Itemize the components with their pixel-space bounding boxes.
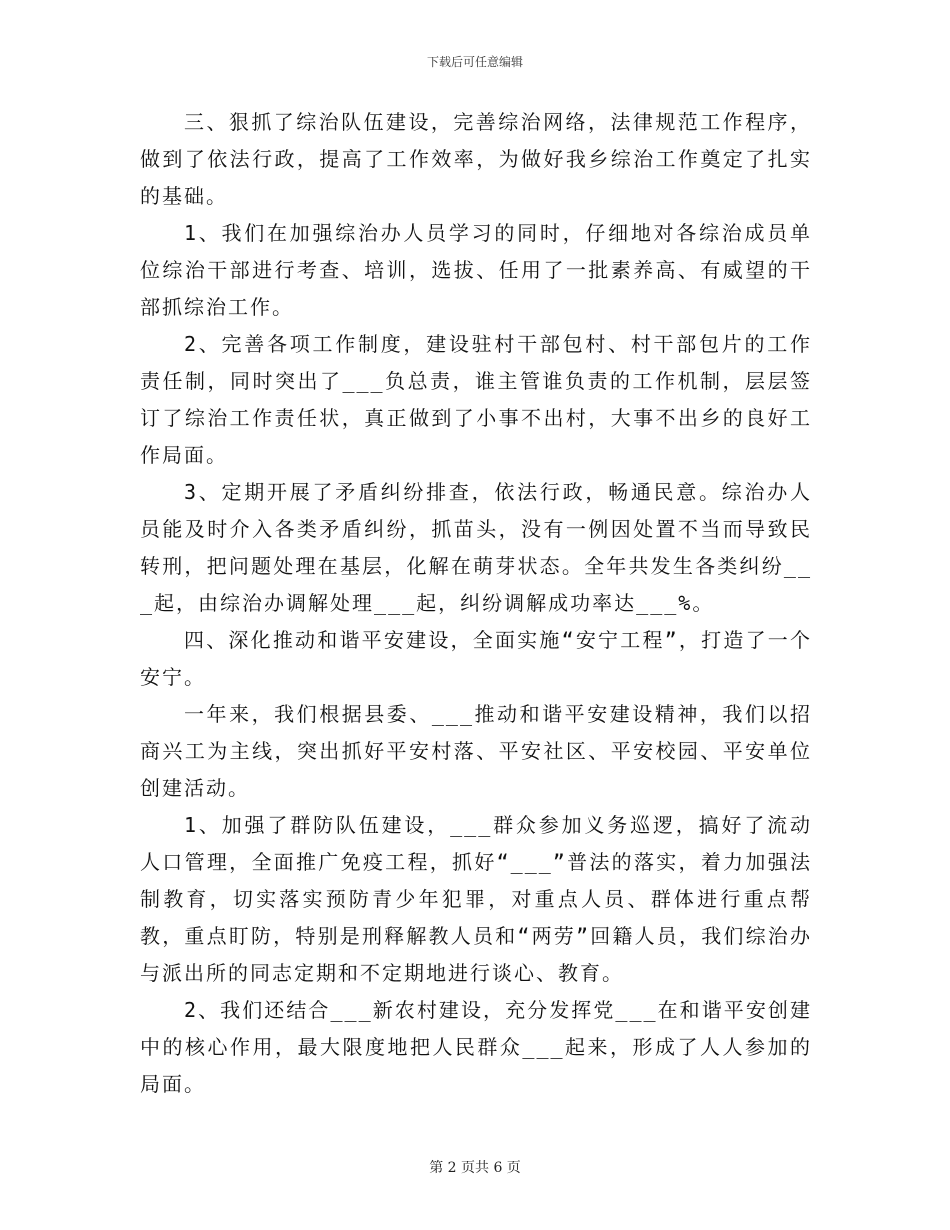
paragraph-6: 一年来，我们根据县委、___推动和谐平安建设精神，我们以招商兴工为主线，突出抓好平安村落、平安社区、平安校园、平安单位创建活动。 bbox=[140, 702, 812, 800]
paragraph-7: 1、加强了群防队伍建设，___群众参加义务巡逻，搞好了流动人口管理，全面推广免疫工程，抓好“___”普法的落实，着力加强法制教育，切实落实预防青少年犯罪，对重点人员、群体进行重点帮教，重点盯防，特别是刑释解教人员和“两劳”回籍人员，我们综治办与派出所的同志定期和不定期地进行谈心、教育。 bbox=[140, 813, 812, 985]
paragraph-1: 三、狠抓了综治队伍建设，完善综治网络，法律规范工作程序，做到了依法行政，提高了工作效率，为做好我乡综治工作奠定了扎实的基础。 bbox=[140, 110, 812, 208]
page-header: 下载后可任意编辑 bbox=[426, 55, 523, 69]
paragraph-3: 2、完善各项工作制度，建设驻村干部包村、村干部包片的工作责任制，同时突出了___负总责，谁主管谁负责的工作机制，层层签订了综治工作责任状，真正做到了小事不出村，大事不出乡的良好工作局面。 bbox=[140, 332, 812, 467]
document-body bbox=[140, 104, 812, 1103]
paragraph-8: 2、我们还结合___新农村建设，充分发挥党___在和谐平安创建中的核心作用，最大限度地把人民群众___起来，形成了人人参加的局面。 bbox=[140, 998, 812, 1096]
paragraph-5: 四、深化推动和谐平安建设，全面实施“安宁工程”，打造了一个安宁。 bbox=[140, 628, 812, 689]
paragraph-4: 3、定期开展了矛盾纠纷排查，依法行政，畅通民意。综治办人员能及时介入各类矛盾纠纷，抓苗头，没有一例因处置不当而导致民转刑，把问题处理在基层，化解在萌芽状态。全年共发生各类纠纷___起，由综治办调解处理___起，纠纷调解成功率达___%。 bbox=[140, 480, 812, 615]
paragraph-2: 1、我们在加强综治办人员学习的同时，仔细地对各综治成员单位综治干部进行考查、培训，选拔、任用了一批素养高、有威望的干部抓综治工作。 bbox=[140, 221, 812, 319]
page-footer: 第 2 页共 6 页 bbox=[429, 1160, 521, 1176]
